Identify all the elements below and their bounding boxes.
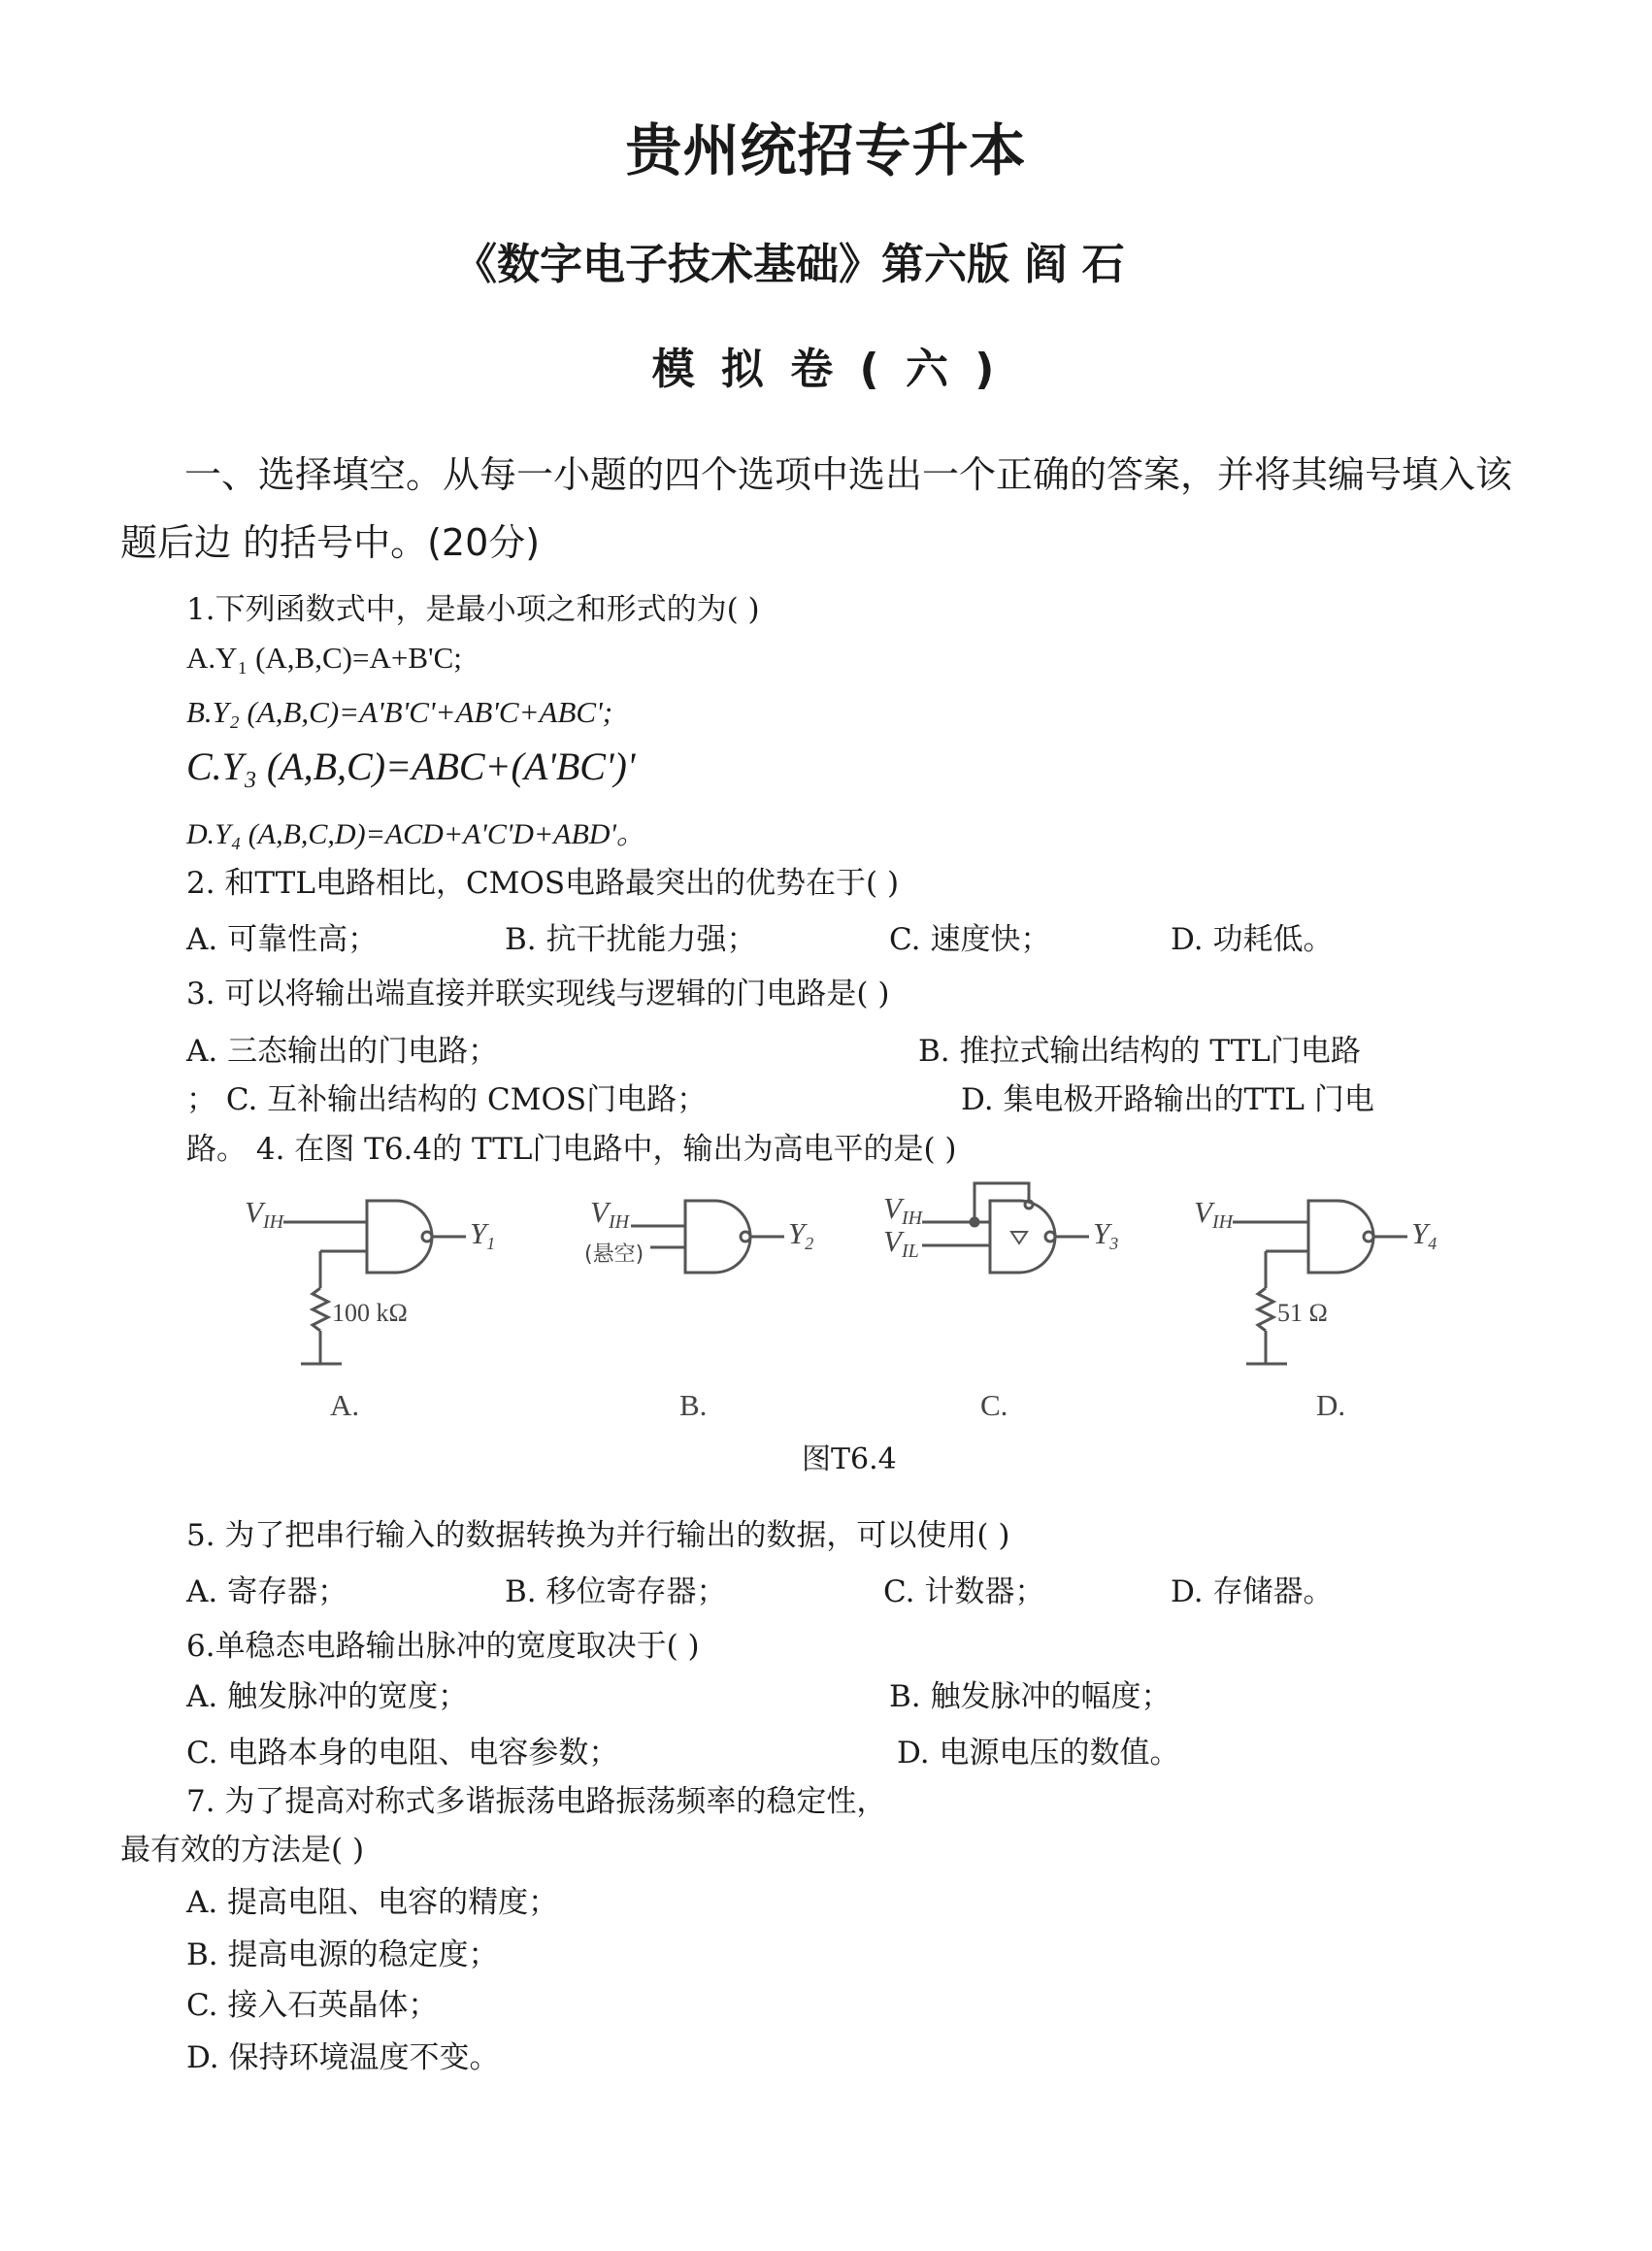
q7-option-c: C. 接入石英晶体；	[186, 1988, 439, 2023]
q3-option-a: A. 三态输出的门电路；	[186, 1034, 499, 1069]
circuit-a-resistor-label: 100 kΩ	[332, 1299, 408, 1327]
q5-option-a: A. 寄存器；	[186, 1574, 348, 1609]
circuit-a-vih-label: VIH	[245, 1195, 284, 1233]
q5-option-d: D. 存储器。	[1171, 1574, 1334, 1609]
q3-option-c: ； C. 互补输出结构的 CMOS门电路；	[186, 1082, 708, 1117]
figure-caption: 图T6.4	[802, 1442, 897, 1476]
q3-option-d: D. 集电极开路输出的TTL 门电	[961, 1082, 1374, 1117]
circuit-d-vih-label: VIH	[1194, 1195, 1234, 1233]
circuit-b-floating-label: (悬空)	[584, 1242, 644, 1267]
circuit-b-label: B.	[679, 1388, 708, 1422]
question-7-stem-cont: 最有效的方法是( )	[120, 1833, 365, 1868]
q1-option-b: B.Y₂ (A,B,C)=A'B'C'+AB'C+ABC';	[186, 695, 613, 729]
q5-option-c: C. 计数器；	[883, 1574, 1045, 1609]
circuit-a-output: Y1	[470, 1216, 496, 1253]
question-5-stem: 5. 为了把串行输入的数据转换为并行输出的数据，可以使用( )	[186, 1518, 1010, 1553]
circuit-c-vih-label: VIH	[883, 1191, 923, 1229]
circuit-c-vil-label: VIL	[883, 1224, 919, 1262]
section-instructions-line2: 题后边 的括号中。(20分)	[120, 521, 541, 564]
q5-option-b: B. 移位寄存器；	[505, 1574, 727, 1609]
paper-title: 模 拟 卷 ( 六 )	[651, 345, 1001, 394]
book-subtitle: 《数字电子技术基础》第六版 阎 石	[454, 240, 1125, 289]
q7-option-b: B. 提高电源的稳定度；	[186, 1937, 499, 1972]
circuit-b-output: Y2	[788, 1216, 814, 1253]
q1-option-d: D.Y₄ (A,B,C,D)=ACD+A'C'D+ABD'。	[186, 818, 645, 850]
circuit-d-label: D.	[1316, 1388, 1346, 1422]
circuit-c-label: C.	[980, 1388, 1008, 1422]
q7-option-d: D. 保持环境温度不变。	[186, 2040, 500, 2075]
circuit-b	[584, 1195, 813, 1422]
circuit-figure	[223, 1179, 1485, 1441]
circuit-a	[245, 1195, 495, 1422]
q6-option-c: C. 电路本身的电阻、电容参数；	[186, 1736, 619, 1771]
q6-option-d: D. 电源电压的数值。	[897, 1736, 1180, 1771]
q2-option-c: C. 速度快；	[889, 922, 1051, 957]
q3-option-b: B. 推拉式输出结构的 TTL门电路	[918, 1034, 1361, 1069]
circuit-d	[1194, 1195, 1437, 1422]
q6-option-b: B. 触发脉冲的幅度；	[889, 1679, 1172, 1714]
question-4-stem: 路。 4. 在图 T6.4的 TTL门电路中，输出为高电平的是( )	[186, 1132, 957, 1167]
circuit-b-vih-label: VIH	[590, 1195, 630, 1233]
page-title: 贵州统招专升本	[625, 117, 1027, 183]
question-2-stem: 2. 和TTL电路相比，CMOS电路最突出的优势在于( )	[186, 866, 900, 901]
question-1-stem: 1.下列函数式中，是最小项之和形式的为( )	[186, 592, 760, 627]
question-3-stem: 3. 可以将输出端直接并联实现线与逻辑的门电路是( )	[186, 977, 890, 1011]
q2-option-a: A. 可靠性高；	[186, 922, 379, 957]
section-instructions-line1: 一、选择填空。从每一小题的四个选项中选出一个正确的答案，并将其编号填入该	[184, 453, 1513, 496]
circuit-c	[883, 1183, 1118, 1422]
question-7-stem: 7. 为了提高对称式多谐振荡电路振荡频率的稳定性，	[186, 1784, 887, 1819]
circuit-d-output: Y4	[1411, 1216, 1437, 1253]
question-6-stem: 6.单稳态电路输出脉冲的宽度取决于( )	[186, 1629, 700, 1664]
circuit-a-label: A.	[330, 1388, 360, 1422]
circuit-c-output: Y3	[1093, 1216, 1119, 1253]
q1-option-a: A.Y₁ (A,B,C)=A+B'C;	[186, 641, 462, 675]
q2-option-b: B. 抗干扰能力强；	[505, 922, 757, 957]
q1-option-c: C.Y₃ (A,B,C)=ABC+(A'BC')'	[186, 745, 636, 788]
q6-option-a: A. 触发脉冲的宽度；	[186, 1679, 469, 1714]
circuit-d-resistor-label: 51 Ω	[1277, 1299, 1328, 1327]
q7-option-a: A. 提高电阻、电容的精度；	[186, 1885, 559, 1920]
q2-option-d: D. 功耗低。	[1171, 922, 1334, 957]
